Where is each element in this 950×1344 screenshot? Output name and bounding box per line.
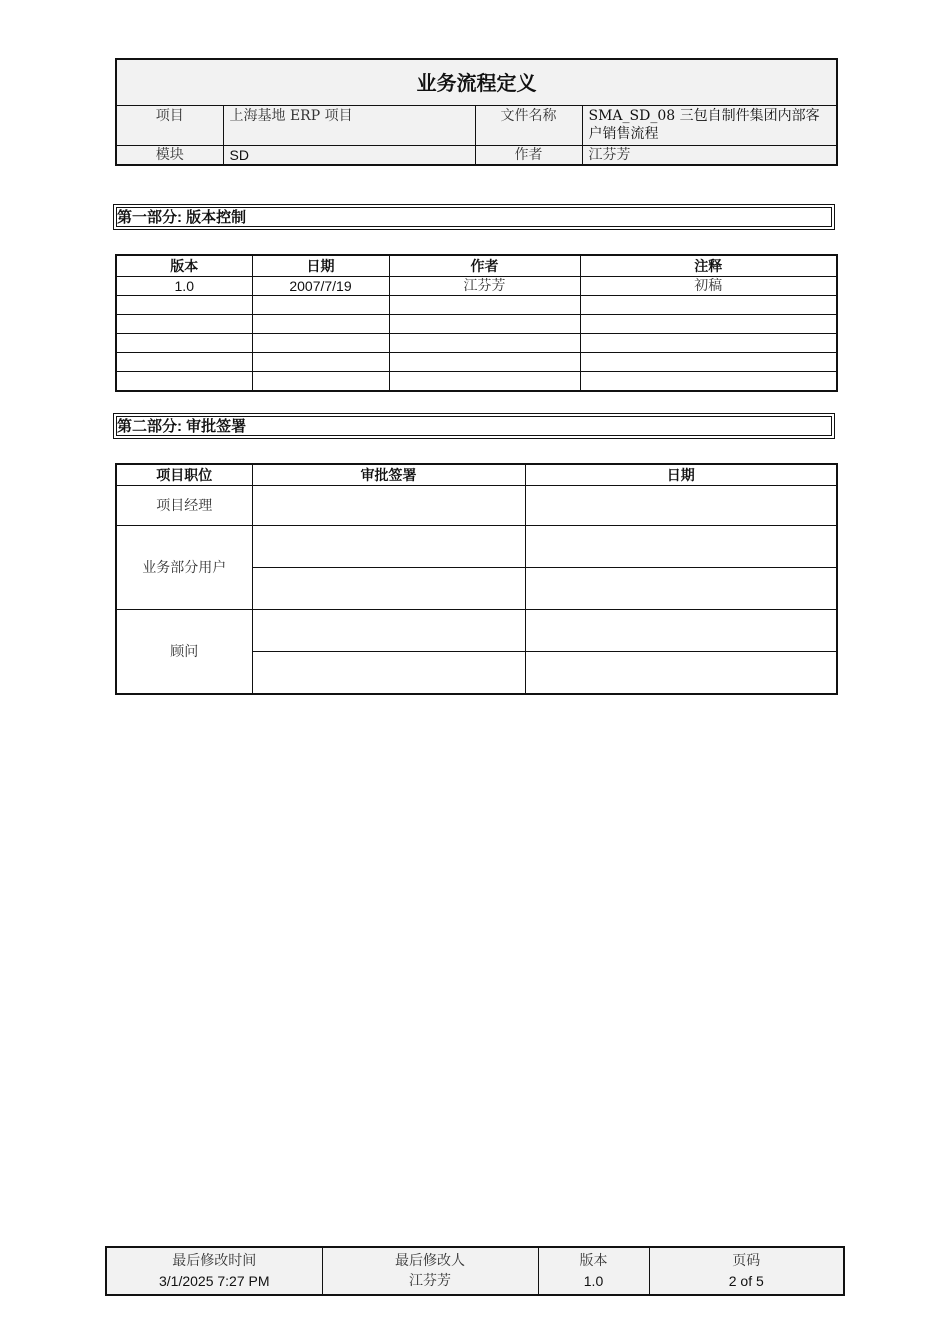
date-cell[interactable] bbox=[525, 486, 837, 526]
document-footer-table bbox=[105, 1246, 845, 1296]
notes-cell: 初稿 bbox=[580, 277, 837, 296]
approval-table bbox=[115, 463, 838, 695]
role-business-user: 业务部分用户 bbox=[116, 526, 252, 610]
project-label: 项目 bbox=[116, 106, 223, 146]
table-row bbox=[116, 610, 837, 652]
table-row bbox=[116, 334, 837, 353]
column-header-date: 日期 bbox=[525, 464, 837, 486]
module-label: 模块 bbox=[116, 146, 223, 166]
footer-last-modified-time-value: 3/1/2025 7:27 PM bbox=[106, 1271, 322, 1295]
column-header-version: 版本 bbox=[116, 255, 252, 277]
column-header-date: 日期 bbox=[252, 255, 389, 277]
signature-cell[interactable] bbox=[252, 610, 525, 652]
table-row bbox=[116, 526, 837, 568]
signature-cell[interactable] bbox=[252, 486, 525, 526]
table-row bbox=[116, 353, 837, 372]
section-version-control-heading: 第一部分: 版本控制 bbox=[113, 204, 835, 230]
table-row bbox=[116, 372, 837, 392]
table-row bbox=[116, 486, 837, 526]
version-cell: 1.0 bbox=[116, 277, 252, 296]
file-name-label: 文件名称 bbox=[475, 106, 582, 146]
table-row bbox=[116, 315, 837, 334]
author-value: 江芬芳 bbox=[582, 146, 837, 166]
module-value: SD bbox=[223, 146, 475, 166]
project-value: 上海基地 ERP 项目 bbox=[223, 106, 475, 146]
column-header-signature: 审批签署 bbox=[252, 464, 525, 486]
signature-cell[interactable] bbox=[252, 568, 525, 610]
date-cell[interactable] bbox=[525, 526, 837, 568]
section-approval-heading: 第二部分: 审批签署 bbox=[113, 413, 835, 439]
column-header-position: 项目职位 bbox=[116, 464, 252, 486]
version-control-table bbox=[115, 254, 838, 392]
document-header-table bbox=[115, 58, 838, 166]
author-cell: 江芬芳 bbox=[389, 277, 580, 296]
footer-last-modified-time-label: 最后修改时间 bbox=[106, 1247, 322, 1271]
date-cell[interactable] bbox=[525, 568, 837, 610]
table-row bbox=[116, 277, 837, 296]
table-row bbox=[116, 296, 837, 315]
document-title: 业务流程定义 bbox=[116, 59, 837, 106]
role-project-manager: 项目经理 bbox=[116, 486, 252, 526]
footer-version-value: 1.0 bbox=[538, 1271, 649, 1295]
author-label: 作者 bbox=[475, 146, 582, 166]
file-name-value: SMA_SD_08 三包自制件集团内部客户销售流程 bbox=[582, 106, 837, 146]
footer-last-modified-by-value: 江芬芳 bbox=[322, 1271, 538, 1295]
signature-cell[interactable] bbox=[252, 526, 525, 568]
column-header-notes: 注释 bbox=[580, 255, 837, 277]
column-header-author: 作者 bbox=[389, 255, 580, 277]
date-cell[interactable] bbox=[525, 652, 837, 695]
footer-page-label: 页码 bbox=[649, 1247, 844, 1271]
date-cell[interactable] bbox=[525, 610, 837, 652]
signature-cell[interactable] bbox=[252, 652, 525, 695]
footer-version-label: 版本 bbox=[538, 1247, 649, 1271]
footer-last-modified-by-label: 最后修改人 bbox=[322, 1247, 538, 1271]
role-consultant: 顾问 bbox=[116, 610, 252, 695]
footer-page-value: 2 of 5 bbox=[649, 1271, 844, 1295]
date-cell: 2007/7/19 bbox=[252, 277, 389, 296]
